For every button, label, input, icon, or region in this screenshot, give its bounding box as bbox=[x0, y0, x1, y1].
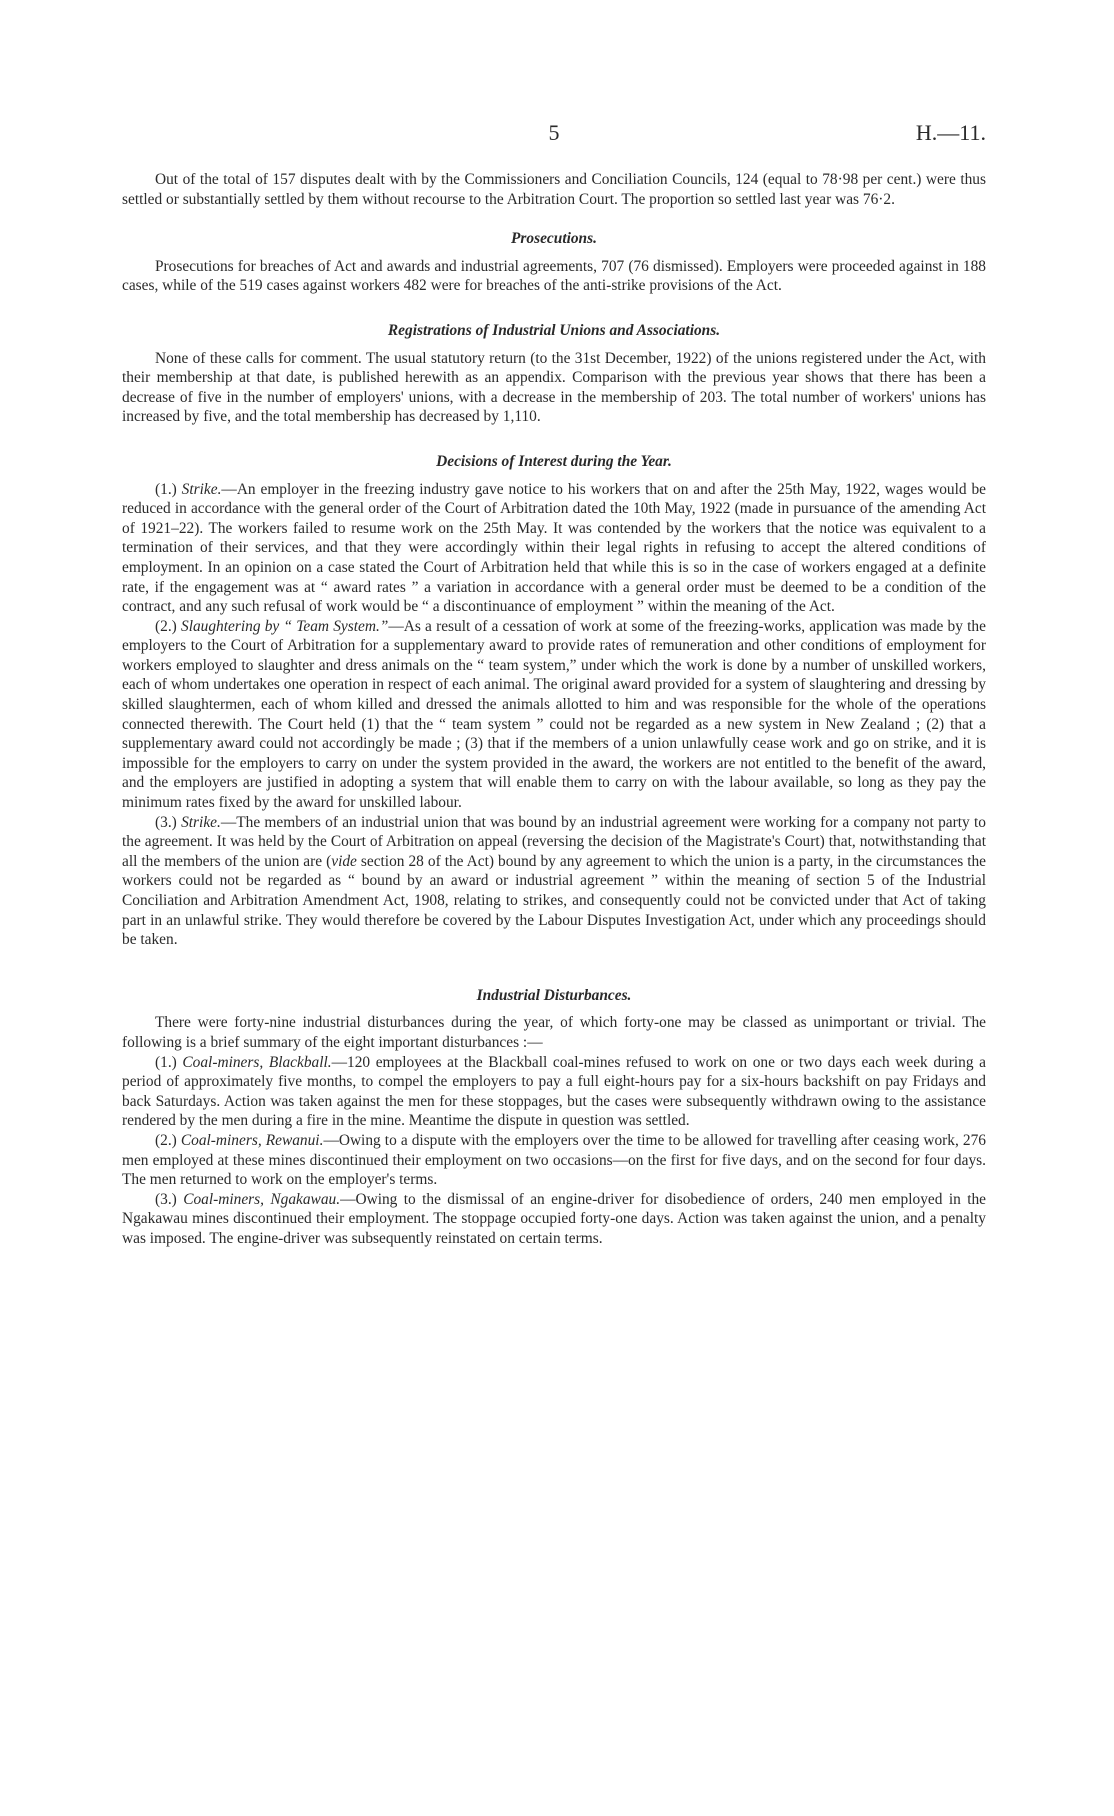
decision-item-2 bbox=[122, 617, 986, 813]
decision-item-1 bbox=[122, 480, 986, 617]
decision-item-number: (1.) bbox=[155, 480, 182, 498]
decision-item-title: Strike. bbox=[181, 480, 222, 498]
decision-item-number: (2.) bbox=[155, 617, 181, 635]
decision-item-text-continued: section 28 of the Act) bound by any agreement to which the union is a party, in the circumstances the workers could not be regarded as “ bound by an award or industrial agreement ” within the meaning of section 5 of the Industrial Conciliation and Arbitration Amendment Act, 1908, relating to strikes, and consequently could not be convicted under that Act of taking part in an unlawful strike. They would therefore be covered by the Labour Disputes Investigation Act, under which any proceedings should be taken. bbox=[122, 852, 986, 949]
disturbance-item-title: Coal-miners, Blackball. bbox=[182, 1053, 332, 1071]
prosecutions-heading: Prosecutions. bbox=[511, 230, 597, 248]
disturbance-item-number: (3.) bbox=[155, 1190, 184, 1208]
intro-paragraph: Out of the total of 157 disputes dealt with by the Commissioners and Conciliation Councils, 124 (equal to 78·98 per cent.) were thus settled or substantially settled by them without recourse to the Arbitration Court. The proportion so settled last year was 76·2. bbox=[122, 171, 986, 208]
disturbance-item-text: —Owing to a dispute with the employers over the time to be allowed for travelling after ceasing work, 276 men employed at these mines discontinued their employment on two occasions—on the first for five days, and on the second for four days. The men returned to work on the employer's terms. bbox=[122, 1131, 986, 1189]
decision-item-text: —The members of an industrial union that was bound by an industrial agreement were working for a company not party to the agreement. It was held by the Court of Arbitration on appeal (reversing the decision of the Magistrate's Court) that, notwithstanding that all the members of the union are ( bbox=[122, 813, 986, 870]
registrations-paragraph: None of these calls for comment. The usual statutory return (to the 31st December, 1922) of the unions registered under the Act, with their membership at that date, is published herewith as an appendix. Comparison with the previous year shows that there has been a decrease of five in the number of employers' unions, with a decrease in the membership of 203. The total number of workers' unions has increased by five, and the total membership has decreased by 1,110. bbox=[122, 349, 986, 426]
disturbance-item-number: (2.) bbox=[155, 1131, 181, 1149]
vide-term: vide bbox=[331, 852, 357, 870]
disturbances-heading: Industrial Disturbances. bbox=[476, 986, 632, 1004]
decision-item-text: —An employer in the freezing industry gave notice to his workers that on and after the 25th May, 1922, wages would be reduced in accordance with the general order of the Court of Arbitration dated the 10th May, 1922 (made in pursuance of the amending Act of 1921–22). The workers failed to resume work on the 25th May. It was contended by the workers that the notice was equivalent to a termination of their services, and that they were accordingly within their legal rights in refusing to accept the altered conditions of employment. In an opinion on a case stated the Court of Arbitration held that while this is so in the case of workers engaged at a definite rate, if the engagement was at “ award rates ” a variation in accordance with a general order must be deemed to be a condition of the contract, and any such refusal of work would be “ a discontinuance of employment ” within the meaning of the Act. bbox=[122, 480, 986, 616]
disturbance-item-title: Coal-miners, Ngakawau. bbox=[183, 1190, 341, 1208]
disturbance-item-text: —Owing to the dismissal of an engine-driver for disobedience of orders, 240 men employed in the Ngakawau mines discontinued their employment. The stoppage occupied forty-one days. Action was taken against the union, and a penalty was imposed. The engine-driver was subsequently reinstated on certain terms. bbox=[122, 1190, 986, 1247]
decision-item-title: Strike. bbox=[181, 813, 221, 831]
disturbance-item-number: (1.) bbox=[155, 1053, 183, 1071]
prosecutions-paragraph: Prosecutions for breaches of Act and awards and industrial agreements, 707 (76 dismissed). Employers were proceeded against in 188 cases, while of the 519 cases against workers 482 were for breaches of the anti-strike provisions of the Act. bbox=[122, 257, 986, 295]
decisions-heading: Decisions of Interest during the Year. bbox=[436, 452, 672, 470]
disturbance-item-title: Coal-miners, Rewanui. bbox=[180, 1131, 324, 1149]
document-reference: H.—11. bbox=[915, 120, 986, 145]
disturbance-item-1 bbox=[122, 1053, 986, 1131]
page-number: 5 bbox=[548, 120, 560, 145]
decision-item-number: (3.) bbox=[155, 813, 182, 831]
decision-item-3 bbox=[122, 813, 986, 950]
document-body bbox=[122, 170, 986, 1249]
decision-item-title: Slaughtering by “ Team System.” bbox=[181, 617, 389, 635]
disturbances-intro-paragraph: There were forty-nine industrial disturbances during the year, of which forty-one may be classed as unimportant or trivial. The following is a brief summary of the eight important disturbances :— bbox=[122, 1014, 986, 1051]
decision-item-text: —As a result of a cessation of work at some of the freezing-works, application was made by the employers to the Court of Arbitration for a supplementary award to provide rates of remuneration and other conditions of employment for workers employed to slaughter and dress animals on the “ team system,” under which the work is done by a number of unskilled workers, each of whom undertakes one operation in respect of each animal. The original award provided for a system of slaughtering and dressing by skilled slaughtermen, each of whom killed and dressed the animals allotted to him and was responsible for the whole of the operations connected therewith. The Court held (1) that the “ team system ” could not be regarded as a new system in New Zealand ; (2) that a supplementary award could not accordingly be made ; (3) that if the members of a union unlawfully cease work and go on strike, and it is impossible for the employers to carry on under the system provided in the award, the workers are not entitled to the benefit of the award, and the employers are justified in adopting a system that will enable them to carry on with the labour available, so long as they pay the minimum rates fixed by the award for unskilled labour. bbox=[122, 617, 986, 812]
disturbance-item-text: —120 employees at the Blackball coal-mines refused to work on one or two days each week during a period of approximately five months, to compel the employers to pay a full eight-hours pay for a six-hours backshift on pay Fridays and back Saturdays. Action was taken against the men for these stoppages, but the cases were subsequently withdrawn owing to the assistance rendered by the men during a fire in the mine. Meantime the dispute in question was settled. bbox=[122, 1053, 986, 1130]
disturbance-item-3 bbox=[122, 1190, 986, 1249]
running-head bbox=[122, 120, 986, 150]
disturbance-item-2 bbox=[122, 1131, 986, 1190]
registrations-heading: Registrations of Industrial Unions and Associations. bbox=[387, 321, 721, 339]
